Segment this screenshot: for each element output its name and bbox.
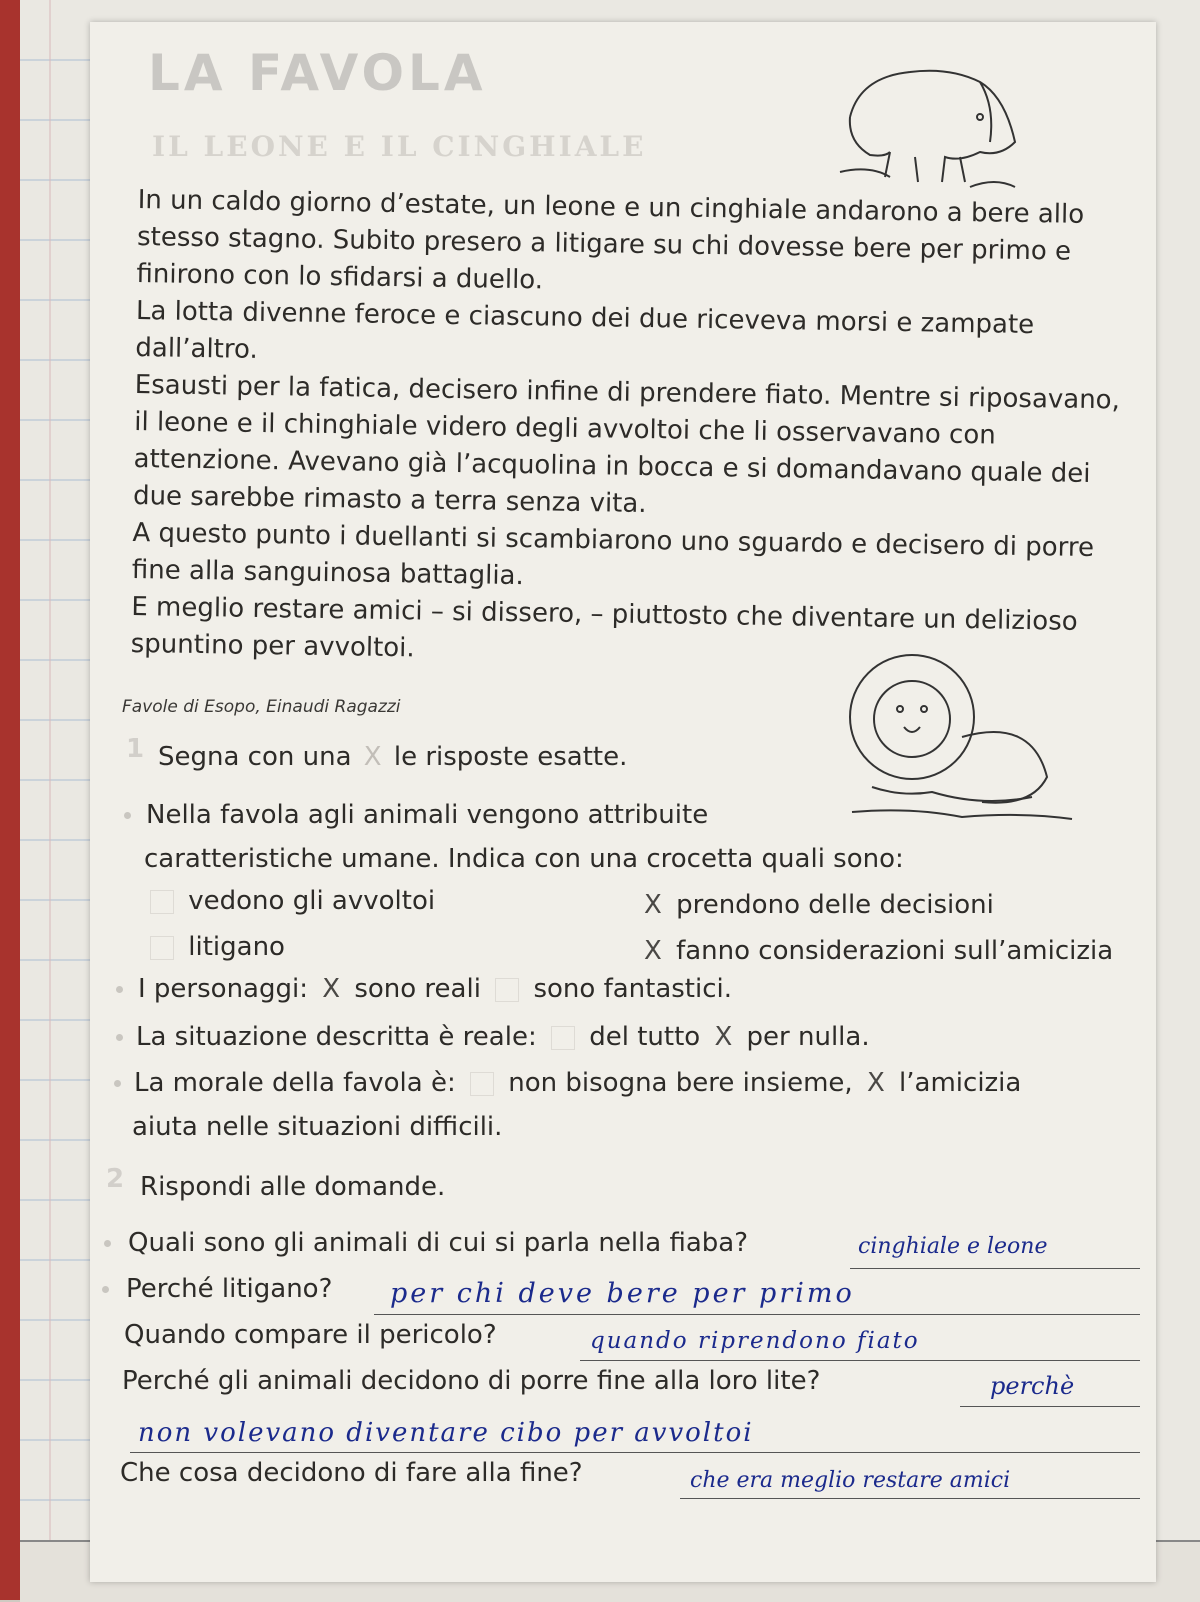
notebook-margin-lines — [20, 0, 90, 1600]
option-row — [134, 1068, 1021, 1098]
story-paragraph: Esausti per la fatica, decisero infine di prendere fiato. Mentre si riposavano, il leone e il chinghiale videro degli avvoltoi che li osservavano con attenzione. Avevano già l’acquolina in bocca e si domandavano quale dei due sarebbe rimasto a terra senza vita. — [132, 369, 1121, 520]
question-text: Perché litigano? — [126, 1274, 333, 1304]
story-text — [130, 182, 1137, 679]
bullet — [124, 812, 131, 819]
question-text: Perché gli animali decidono di porre fine alla loro lite? — [122, 1366, 821, 1396]
option-row — [638, 936, 1113, 966]
question-text: I personaggi: — [138, 974, 308, 1004]
handwritten-answer: per chi deve bere per primo — [390, 1278, 855, 1309]
story-title: IL LEONE E IL CINGHIALE — [152, 130, 647, 163]
option-label: per nulla. — [746, 1022, 870, 1052]
handwritten-answer: non volevano diventare cibo per avvoltoi — [138, 1418, 754, 1448]
bullet — [116, 986, 123, 993]
bullet — [104, 1240, 111, 1247]
checkbox-checked[interactable]: X — [644, 890, 662, 920]
exercise-instruction: Rispondi alle domande. — [140, 1172, 446, 1202]
question-text: caratteristiche umane. Indica con una crocetta quali sono: — [144, 844, 904, 874]
handwritten-answer: quando riprendono fiato — [590, 1328, 920, 1354]
question-text: Nella favola agli animali vengono attribuite — [146, 800, 709, 830]
story-paragraph: A questo punto i duellanti si scambiarono uno sguardo e decisero di porre fine alla sanguinosa battaglia. — [131, 517, 1095, 592]
option-row — [638, 890, 994, 920]
bullet — [102, 1286, 109, 1293]
page-title: LA FAVOLA — [148, 44, 487, 102]
option-label: l’amicizia — [899, 1068, 1022, 1098]
question-text: La morale della favola è: — [134, 1068, 456, 1098]
option-label: sono fantastici. — [533, 974, 733, 1004]
answer-line — [680, 1498, 1140, 1499]
option-label: sono reali — [354, 974, 481, 1004]
handwritten-answer: cinghiale e leone — [858, 1234, 1048, 1259]
story-paragraph: E meglio restare amici – si dissero, – piuttosto che diventare un delizioso spuntino per avvoltoi. — [130, 591, 1078, 664]
exercise-instruction — [158, 742, 627, 772]
checkbox[interactable] — [551, 1026, 575, 1050]
checkbox[interactable] — [470, 1072, 494, 1096]
instruction-text: le risposte esatte. — [393, 742, 628, 772]
question-text: Che cosa decidono di fare alla fine? — [120, 1458, 583, 1488]
option-label: fanno considerazioni sull’amicizia — [676, 936, 1114, 966]
option-label: litigano — [188, 932, 285, 962]
answer-line — [850, 1268, 1140, 1269]
handwritten-answer: che era meglio restare amici — [690, 1468, 1011, 1493]
question-text: La situazione descritta è reale: — [136, 1022, 537, 1052]
binder-edge — [0, 0, 20, 1600]
checkbox-checked[interactable]: X — [322, 974, 341, 1004]
checkbox-checked[interactable]: X — [714, 1022, 733, 1052]
option-label: prendono delle decisioni — [676, 890, 994, 920]
bullet — [114, 1080, 121, 1087]
lion-illustration — [832, 647, 1082, 837]
instruction-text: Segna con una — [158, 742, 352, 772]
checkbox-checked[interactable]: X — [866, 1068, 885, 1098]
checkbox[interactable] — [495, 978, 519, 1002]
question-text: Quando compare il pericolo? — [124, 1320, 497, 1350]
bullet — [116, 1034, 123, 1041]
option-label: non bisogna bere insieme, — [508, 1068, 853, 1098]
checkbox[interactable] — [150, 936, 174, 960]
checkbox[interactable] — [150, 890, 174, 914]
story-paragraph: In un caldo giorno d’estate, un leone e un cinghiale andarono a bere allo stesso stagno. Subito presero a litigare su chi dovesse bere per primo e finirono con lo sfidarsi a duello. — [136, 184, 1085, 296]
exercise-number: 2 — [106, 1164, 125, 1194]
boar-illustration — [830, 47, 1030, 197]
answer-line — [374, 1314, 1140, 1315]
handwritten-answer: perchè — [990, 1372, 1075, 1400]
question-text: Quali sono gli animali di cui si parla nella fiaba? — [128, 1228, 749, 1258]
question-text: aiuta nelle situazioni difficili. — [132, 1112, 503, 1142]
story-paragraph: La lotta divenne feroce e ciascuno dei due riceveva morsi e zampate dall’altro. — [135, 295, 1035, 365]
exercise-number: 1 — [126, 734, 145, 764]
option-label: vedono gli avvoltoi — [188, 886, 436, 916]
worksheet-page — [90, 22, 1156, 1582]
instruction-x: X — [363, 742, 382, 772]
option-row — [136, 1022, 870, 1052]
source-credit: Favole di Esopo, Einaudi Ragazzi — [122, 697, 401, 717]
option-label: del tutto — [589, 1022, 701, 1052]
option-row — [144, 886, 435, 916]
option-row — [144, 932, 285, 962]
option-row — [138, 974, 732, 1004]
answer-line — [580, 1360, 1140, 1361]
checkbox-checked[interactable]: X — [644, 936, 662, 966]
answer-line — [130, 1452, 1140, 1453]
answer-line — [960, 1406, 1140, 1407]
